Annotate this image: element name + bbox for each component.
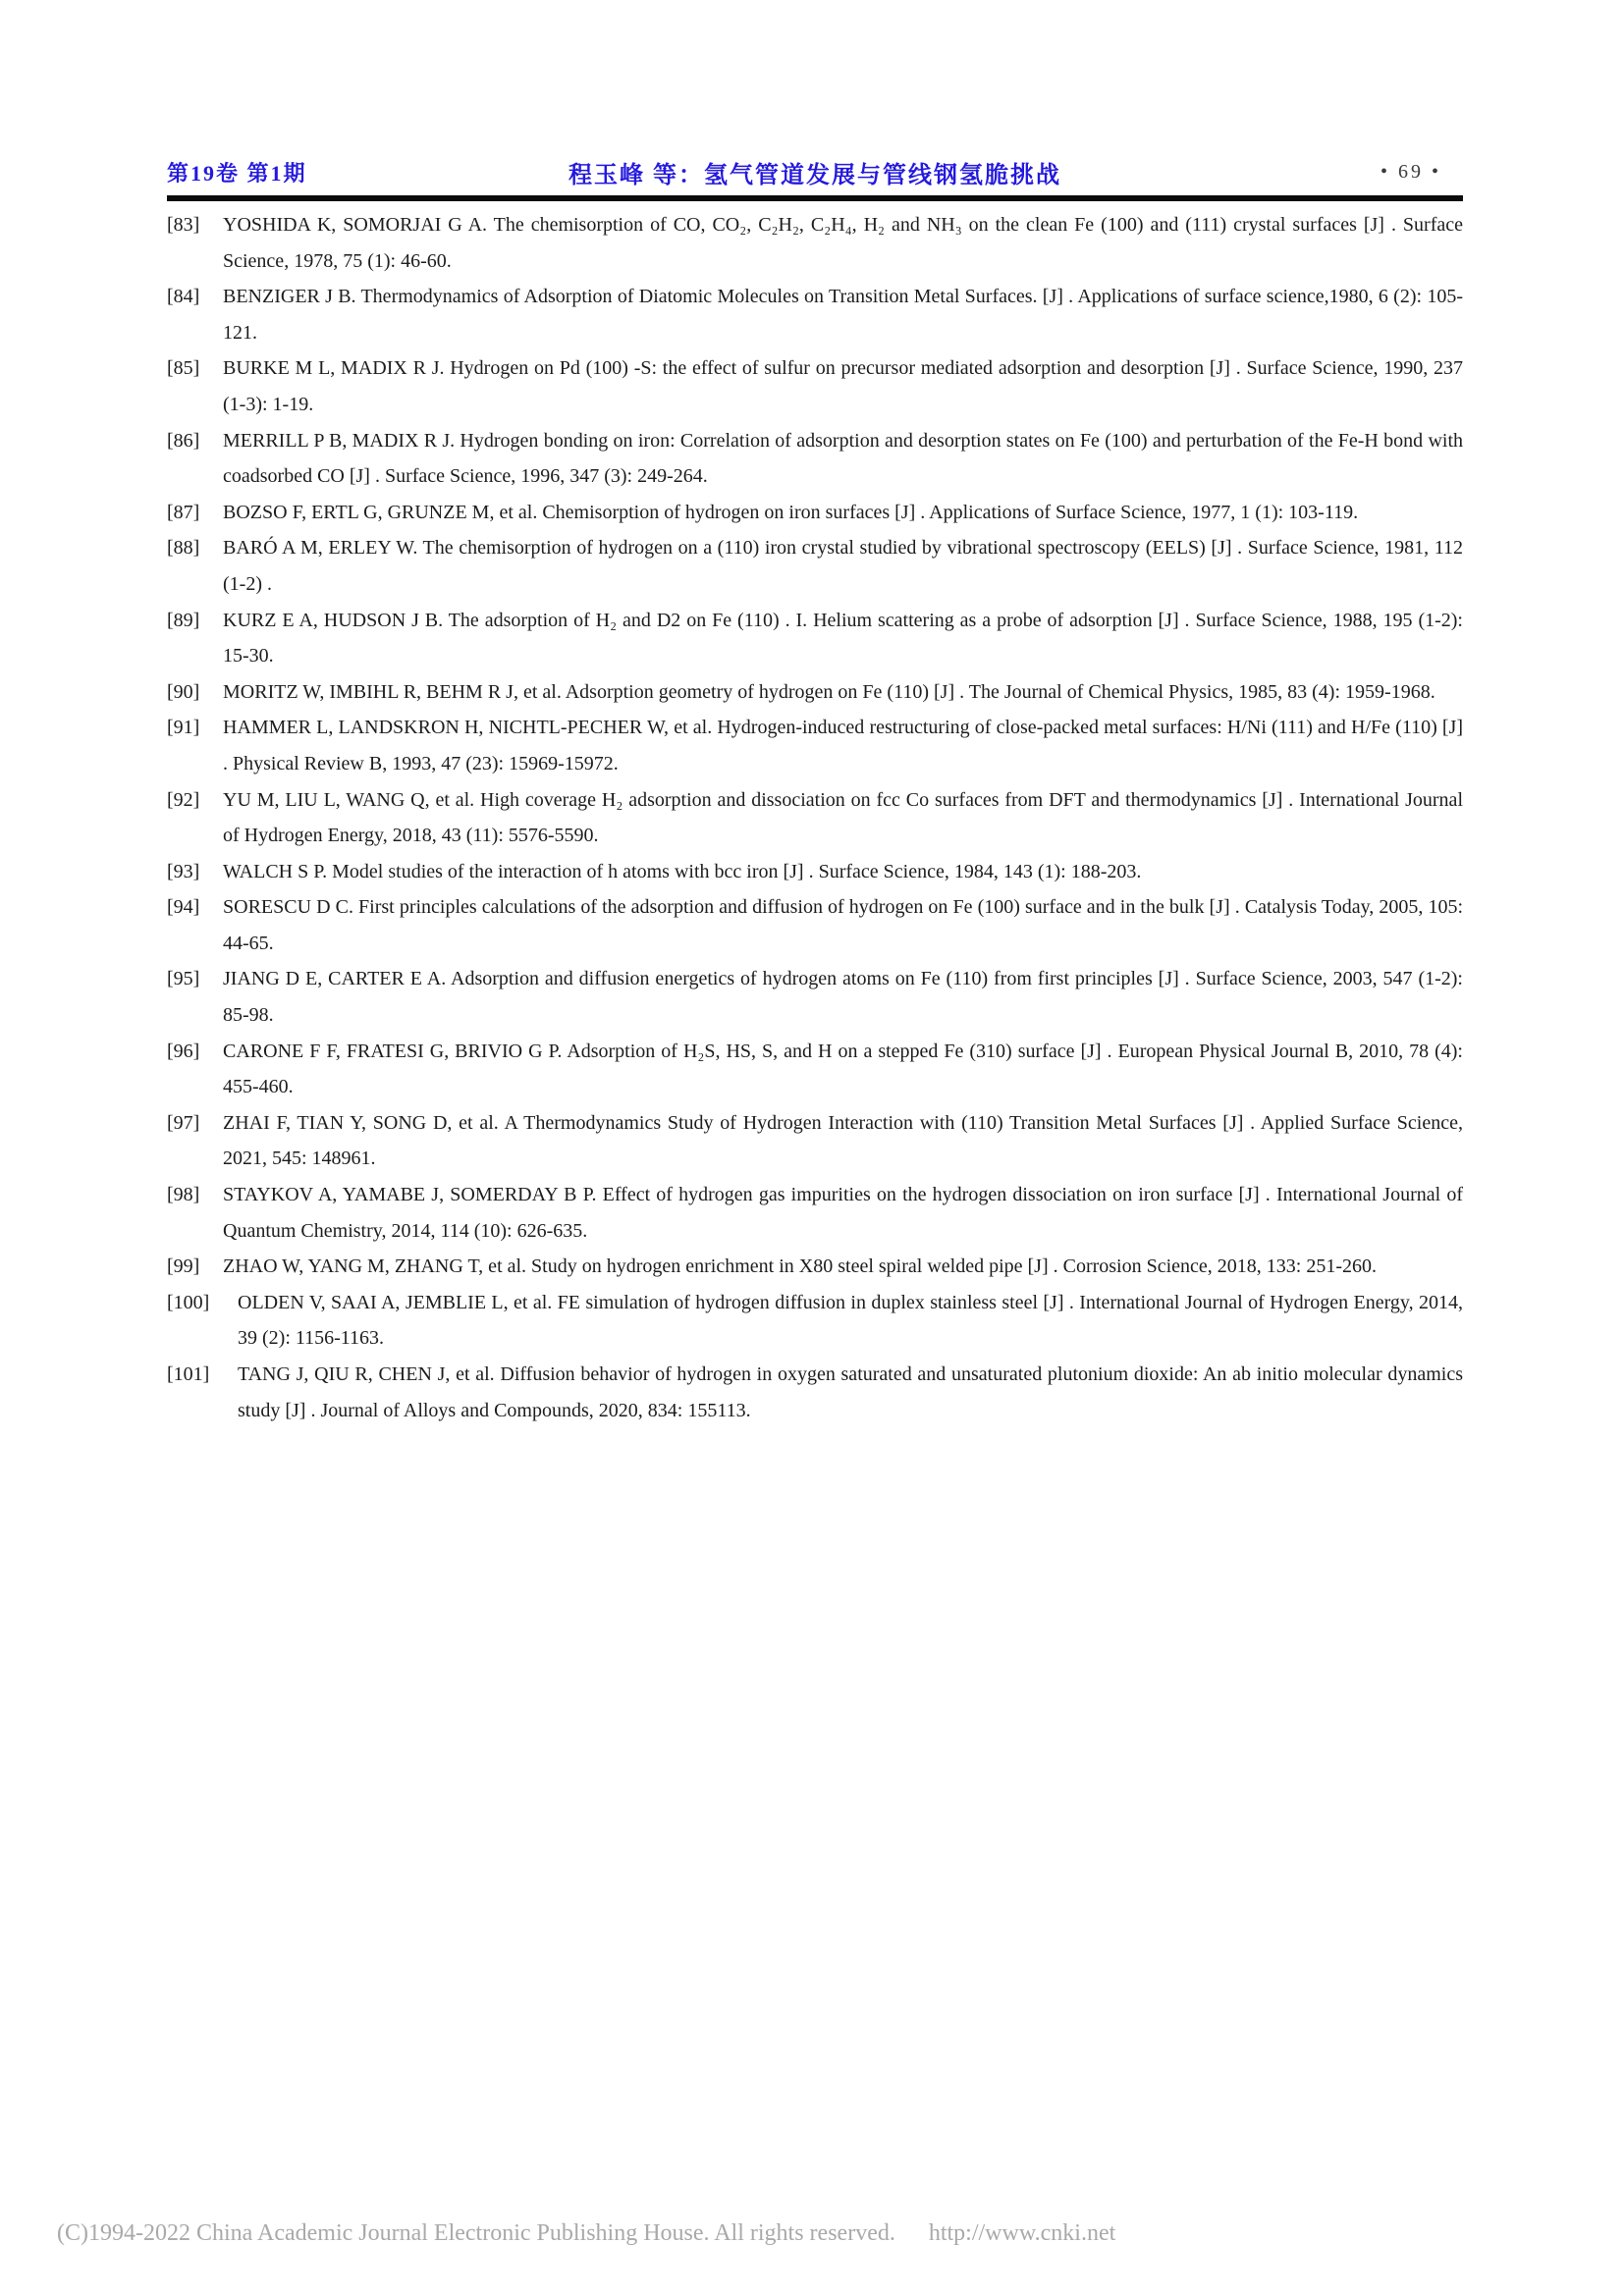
reference-number: [84] bbox=[167, 286, 200, 308]
copyright-text: (C)1994-2022 China Academic Journal Electronic Publishing House. All rights reserved. bbox=[57, 2220, 895, 2246]
reference-text: HAMMER L, LANDSKRON H, NICHTL-PECHER W, et al. Hydrogen-induced restructuring of close-packed metal surfaces: H/Ni (111) and H/Fe (110) [J] . Physical Review B, 1993, 47 (23): 15969-15972. bbox=[223, 717, 1463, 774]
reference-text: YOSHIDA K, SOMORJAI G A. The chemisorption of CO, CO₂, C₂H₂, C₂H₄, H₂ and NH₃ on the clean Fe (100) and (111) crystal surfaces [J] . Surface Science, 1978, 75 (1): 46-60. bbox=[223, 214, 1463, 272]
reference-number: [86] bbox=[167, 429, 200, 452]
reference-number: [89] bbox=[167, 609, 200, 631]
reference-number: [85] bbox=[167, 357, 200, 380]
reference-item bbox=[167, 854, 1463, 890]
reference-item bbox=[167, 1285, 1463, 1357]
reference-text: OLDEN V, SAAI A, JEMBLIE L, et al. FE simulation of hydrogen diffusion in duplex stainless steel [J] . International Journal of Hydrogen Energy, 2014, 39 (2): 1156-1163. bbox=[238, 1291, 1463, 1350]
page-footer bbox=[57, 2220, 1115, 2247]
reference-text: MORITZ W, IMBIHL R, BEHM R J, et al. Adsorption geometry of hydrogen on Fe (110) [J] . The Journal of Chemical Physics, 1985, 83 (4): 1959-1968. bbox=[223, 680, 1435, 703]
reference-number: [92] bbox=[167, 788, 200, 811]
references-list bbox=[167, 207, 1463, 1428]
reference-number: [96] bbox=[167, 1040, 200, 1062]
reference-text: BURKE M L, MADIX R J. Hydrogen on Pd (100) -S: the effect of sulfur on precursor mediated adsorption and desorption [J] . Surface Science, 1990, 237 (1-3): 1-19. bbox=[223, 357, 1463, 415]
reference-number: [97] bbox=[167, 1111, 200, 1134]
reference-text: BOZSO F, ERTL G, GRUNZE M, et al. Chemisorption of hydrogen on iron surfaces [J] . Applications of Surface Science, 1977, 1 (1): 103-119. bbox=[223, 501, 1359, 523]
reference-text: ZHAO W, YANG M, ZHANG T, et al. Study on hydrogen enrichment in X80 steel spiral welded pipe [J] . Corrosion Science, 2018, 133: 251-260. bbox=[223, 1255, 1378, 1278]
volume-issue: 第19卷 第1期 bbox=[167, 160, 307, 186]
reference-text: YU M, LIU L, WANG Q, et al. High coverage H₂ adsorption and dissociation on fcc Co surfaces from DFT and thermodynamics [J] . International Journal of Hydrogen Energy, 2018, 43 (11): 5576-5590. bbox=[223, 788, 1463, 847]
reference-text: SORESCU D C. First principles calculations of the adsorption and diffusion of hydrogen on Fe (100) surface and in the bulk [J] . Catalysis Today, 2005, 105: 44-65. bbox=[223, 896, 1463, 954]
reference-text: BENZIGER J B. Thermodynamics of Adsorption of Diatomic Molecules on Transition Metal Surfaces. [J] . Applications of surface science,1980, 6 (2): 105-121. bbox=[223, 286, 1463, 344]
reference-item bbox=[167, 207, 1463, 279]
reference-text: MERRILL P B, MADIX R J. Hydrogen bonding on iron: Correlation of adsorption and desorption states on Fe (100) and perturbation of the Fe-H bond with coadsorbed CO [J] . Surface Science, 1996, 347 (3): 249-264. bbox=[223, 429, 1463, 488]
reference-number: [100] bbox=[167, 1291, 210, 1313]
page-number: • 69 • bbox=[1380, 161, 1463, 184]
reference-number: [91] bbox=[167, 717, 200, 739]
reference-item bbox=[167, 495, 1463, 531]
reference-item bbox=[167, 1105, 1463, 1177]
reference-item bbox=[167, 530, 1463, 602]
reference-number: [98] bbox=[167, 1184, 200, 1206]
reference-item bbox=[167, 889, 1463, 961]
reference-text: KURZ E A, HUDSON J B. The adsorption of H₂ and D2 on Fe (110) . I. Helium scattering as a probe of adsorption [J] . Surface Science, 1988, 195 (1-2): 15-30. bbox=[223, 609, 1463, 667]
header-rule bbox=[167, 195, 1463, 201]
reference-text: TANG J, QIU R, CHEN J, et al. Diffusion behavior of hydrogen in oxygen saturated and unsaturated plutonium dioxide: An ab initio molecular dynamics study [J] . Journal of Alloys and Compounds, 2020, 834: 155113. bbox=[238, 1363, 1463, 1421]
reference-text: JIANG D E, CARTER E A. Adsorption and diffusion energetics of hydrogen atoms on Fe (110) from first principles [J] . Surface Science, 2003, 547 (1-2): 85-98. bbox=[223, 968, 1463, 1027]
reference-text: ZHAI F, TIAN Y, SONG D, et al. A Thermodynamics Study of Hydrogen Interaction with (110) Transition Metal Surfaces [J] . Applied Surface Science, 2021, 545: 148961. bbox=[223, 1111, 1463, 1170]
reference-text: CARONE F F, FRATESI G, BRIVIO G P. Adsorption of H₂S, HS, S, and H on a stepped Fe (310) surface [J] . European Physical Journal B, 2010, 78 (4): 455-460. bbox=[223, 1040, 1463, 1098]
reference-item bbox=[167, 350, 1463, 422]
reference-text: WALCH S P. Model studies of the interaction of h atoms with bcc iron [J] . Surface Science, 1984, 143 (1): 188-203. bbox=[223, 860, 1142, 882]
reference-number: [93] bbox=[167, 860, 200, 882]
reference-item bbox=[167, 279, 1463, 350]
reference-item bbox=[167, 423, 1463, 495]
reference-item bbox=[167, 603, 1463, 674]
reference-number: [87] bbox=[167, 501, 200, 523]
reference-number: [101] bbox=[167, 1363, 210, 1385]
reference-text: BARÓ A M, ERLEY W. The chemisorption of hydrogen on a (110) iron crystal studied by vibrational spectroscopy (EELS) [J] . Surface Science, 1981, 112 (1-2) . bbox=[223, 537, 1463, 595]
reference-item bbox=[167, 1249, 1463, 1285]
reference-item bbox=[167, 674, 1463, 711]
cnki-url: http://www.cnki.net bbox=[928, 2220, 1116, 2246]
reference-number: [83] bbox=[167, 214, 200, 236]
running-title: 程玉峰 等：氢气管道发展与管线钢氢脆挑战 bbox=[568, 162, 1061, 188]
reference-text: STAYKOV A, YAMABE J, SOMERDAY B P. Effect of hydrogen gas impurities on the hydrogen dissociation on iron surface [J] . International Journal of Quantum Chemistry, 2014, 114 (10): 626-635. bbox=[223, 1184, 1463, 1242]
reference-item bbox=[167, 1357, 1463, 1428]
reference-number: [88] bbox=[167, 537, 200, 560]
reference-item bbox=[167, 782, 1463, 854]
reference-item bbox=[167, 710, 1463, 781]
reference-item bbox=[167, 1177, 1463, 1249]
reference-item bbox=[167, 1034, 1463, 1105]
reference-number: [99] bbox=[167, 1255, 200, 1278]
reference-number: [94] bbox=[167, 896, 200, 919]
page-header bbox=[167, 153, 1463, 190]
reference-number: [95] bbox=[167, 968, 200, 990]
reference-item bbox=[167, 961, 1463, 1033]
reference-number: [90] bbox=[167, 680, 200, 703]
